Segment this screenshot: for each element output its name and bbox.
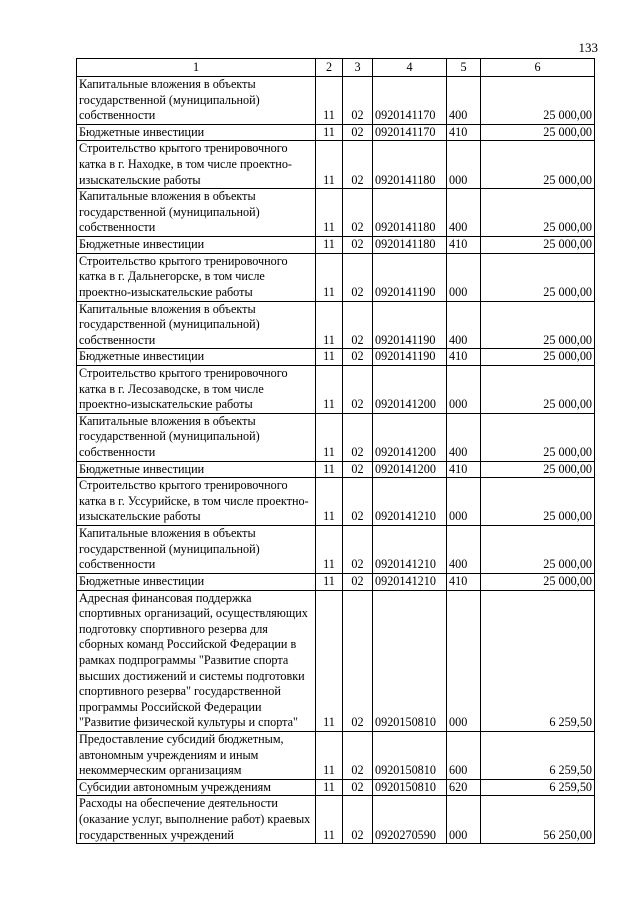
table-row (77, 478, 595, 526)
row-name-cell: Бюджетные инвестиции (77, 349, 316, 366)
expense-type-cell: 400 (447, 189, 481, 237)
target-code-cell: 0920141200 (373, 461, 447, 478)
expense-type-cell: 000 (447, 253, 481, 301)
subsection-code-cell: 02 (343, 478, 373, 526)
subsection-code-cell: 02 (343, 141, 373, 189)
expense-type-cell: 410 (447, 124, 481, 141)
amount-cell: 25 000,00 (481, 124, 595, 141)
row-name-cell: Строительство крытого тренировочного катка в г. Лесозаводске, в том числе проектно-изыскательские работы (77, 365, 316, 413)
amount-cell: 25 000,00 (481, 526, 595, 574)
row-name-cell: Строительство крытого тренировочного катка в г. Дальнегорске, в том числе проектно-изыскательские работы (77, 253, 316, 301)
section-code-cell: 11 (316, 253, 343, 301)
subsection-code-cell: 02 (343, 573, 373, 590)
subsection-code-cell: 02 (343, 301, 373, 349)
table-row (77, 779, 595, 796)
row-name-cell: Предоставление субсидий бюджетным, автономным учреждениям и иным некоммерческим организациям (77, 731, 316, 779)
row-name-cell: Капитальные вложения в объекты государственной (муниципальной) собственности (77, 526, 316, 574)
target-code-cell: 0920141200 (373, 365, 447, 413)
section-code-cell: 11 (316, 237, 343, 254)
amount-cell: 25 000,00 (481, 478, 595, 526)
amount-cell: 25 000,00 (481, 413, 595, 461)
subsection-code-cell: 02 (343, 796, 373, 844)
header-row (77, 59, 595, 77)
amount-cell: 56 250,00 (481, 796, 595, 844)
section-code-cell: 11 (316, 413, 343, 461)
table-row (77, 526, 595, 574)
section-code-cell: 11 (316, 365, 343, 413)
target-code-cell: 0920141190 (373, 301, 447, 349)
budget-table (76, 58, 595, 844)
section-code-cell: 11 (316, 478, 343, 526)
target-code-cell: 0920141190 (373, 253, 447, 301)
subsection-code-cell: 02 (343, 731, 373, 779)
amount-cell: 25 000,00 (481, 349, 595, 366)
target-code-cell: 0920141210 (373, 526, 447, 574)
subsection-code-cell: 02 (343, 189, 373, 237)
table-row (77, 77, 595, 125)
target-code-cell: 0920150810 (373, 590, 447, 731)
amount-cell: 25 000,00 (481, 573, 595, 590)
section-code-cell: 11 (316, 124, 343, 141)
section-code-cell: 11 (316, 779, 343, 796)
amount-cell: 25 000,00 (481, 189, 595, 237)
section-code-cell: 11 (316, 573, 343, 590)
target-code-cell: 0920141210 (373, 478, 447, 526)
subsection-code-cell: 02 (343, 124, 373, 141)
subsection-code-cell: 02 (343, 590, 373, 731)
target-code-cell: 0920150810 (373, 779, 447, 796)
column-header: 5 (447, 59, 481, 77)
expense-type-cell: 000 (447, 590, 481, 731)
subsection-code-cell: 02 (343, 349, 373, 366)
target-code-cell: 0920270590 (373, 796, 447, 844)
expense-type-cell: 000 (447, 141, 481, 189)
expense-type-cell: 620 (447, 779, 481, 796)
target-code-cell: 0920141190 (373, 349, 447, 366)
expense-type-cell: 410 (447, 349, 481, 366)
target-code-cell: 0920141210 (373, 573, 447, 590)
column-header: 1 (77, 59, 316, 77)
amount-cell: 25 000,00 (481, 77, 595, 125)
subsection-code-cell: 02 (343, 77, 373, 125)
row-name-cell: Бюджетные инвестиции (77, 237, 316, 254)
row-name-cell: Строительство крытого тренировочного катка в г. Уссурийске, в том числе проектно-изыскательские работы (77, 478, 316, 526)
target-code-cell: 0920141180 (373, 237, 447, 254)
column-header: 4 (373, 59, 447, 77)
table-row (77, 237, 595, 254)
expense-type-cell: 410 (447, 237, 481, 254)
row-name-cell: Субсидии автономным учреждениям (77, 779, 316, 796)
table-row (77, 731, 595, 779)
expense-type-cell: 000 (447, 365, 481, 413)
amount-cell: 25 000,00 (481, 237, 595, 254)
amount-cell: 6 259,50 (481, 779, 595, 796)
amount-cell: 25 000,00 (481, 141, 595, 189)
amount-cell: 25 000,00 (481, 365, 595, 413)
table-row (77, 461, 595, 478)
target-code-cell: 0920141170 (373, 124, 447, 141)
row-name-cell: Адресная финансовая поддержка спортивных организаций, осуществляющих подготовку спортивного резерва для сборных команд Российской Федерации в рамках подпрограммы "Развитие спорта высших достижений и системы подготовки спортивного резерва" государственной программы Российской Федерации "Развитие физической культуры и спорта" (77, 590, 316, 731)
target-code-cell: 0920141170 (373, 77, 447, 125)
target-code-cell: 0920150810 (373, 731, 447, 779)
table-row (77, 413, 595, 461)
section-code-cell: 11 (316, 461, 343, 478)
section-code-cell: 11 (316, 731, 343, 779)
subsection-code-cell: 02 (343, 253, 373, 301)
row-name-cell: Бюджетные инвестиции (77, 124, 316, 141)
row-name-cell: Расходы на обеспечение деятельности (оказание услуг, выполнение работ) краевых государственных учреждений (77, 796, 316, 844)
section-code-cell: 11 (316, 526, 343, 574)
row-name-cell: Бюджетные инвестиции (77, 461, 316, 478)
expense-type-cell: 400 (447, 77, 481, 125)
expense-type-cell: 400 (447, 526, 481, 574)
section-code-cell: 11 (316, 349, 343, 366)
column-header: 2 (316, 59, 343, 77)
table-row (77, 796, 595, 844)
table-row (77, 141, 595, 189)
expense-type-cell: 600 (447, 731, 481, 779)
row-name-cell: Бюджетные инвестиции (77, 573, 316, 590)
amount-cell: 25 000,00 (481, 461, 595, 478)
amount-cell: 6 259,50 (481, 590, 595, 731)
expense-type-cell: 000 (447, 796, 481, 844)
expense-type-cell: 400 (447, 413, 481, 461)
table-row (77, 573, 595, 590)
table-row (77, 365, 595, 413)
page-number: 133 (578, 40, 598, 55)
target-code-cell: 0920141200 (373, 413, 447, 461)
table-row (77, 124, 595, 141)
column-header: 3 (343, 59, 373, 77)
subsection-code-cell: 02 (343, 779, 373, 796)
subsection-code-cell: 02 (343, 365, 373, 413)
section-code-cell: 11 (316, 590, 343, 731)
section-code-cell: 11 (316, 189, 343, 237)
column-header: 6 (481, 59, 595, 77)
amount-cell: 25 000,00 (481, 301, 595, 349)
section-code-cell: 11 (316, 141, 343, 189)
table-row (77, 349, 595, 366)
amount-cell: 25 000,00 (481, 253, 595, 301)
section-code-cell: 11 (316, 77, 343, 125)
table-row (77, 590, 595, 731)
table-row (77, 189, 595, 237)
row-name-cell: Капитальные вложения в объекты государственной (муниципальной) собственности (77, 77, 316, 125)
expense-type-cell: 000 (447, 478, 481, 526)
row-name-cell: Капитальные вложения в объекты государственной (муниципальной) собственности (77, 413, 316, 461)
section-code-cell: 11 (316, 301, 343, 349)
row-name-cell: Капитальные вложения в объекты государственной (муниципальной) собственности (77, 189, 316, 237)
amount-cell: 6 259,50 (481, 731, 595, 779)
row-name-cell: Капитальные вложения в объекты государственной (муниципальной) собственности (77, 301, 316, 349)
subsection-code-cell: 02 (343, 413, 373, 461)
table-body (77, 77, 595, 844)
table-row (77, 301, 595, 349)
row-name-cell: Строительство крытого тренировочного катка в г. Находке, в том числе проектно-изыскательские работы (77, 141, 316, 189)
subsection-code-cell: 02 (343, 461, 373, 478)
expense-type-cell: 410 (447, 573, 481, 590)
target-code-cell: 0920141180 (373, 141, 447, 189)
subsection-code-cell: 02 (343, 526, 373, 574)
subsection-code-cell: 02 (343, 237, 373, 254)
section-code-cell: 11 (316, 796, 343, 844)
expense-type-cell: 410 (447, 461, 481, 478)
table-row (77, 253, 595, 301)
target-code-cell: 0920141180 (373, 189, 447, 237)
expense-type-cell: 400 (447, 301, 481, 349)
